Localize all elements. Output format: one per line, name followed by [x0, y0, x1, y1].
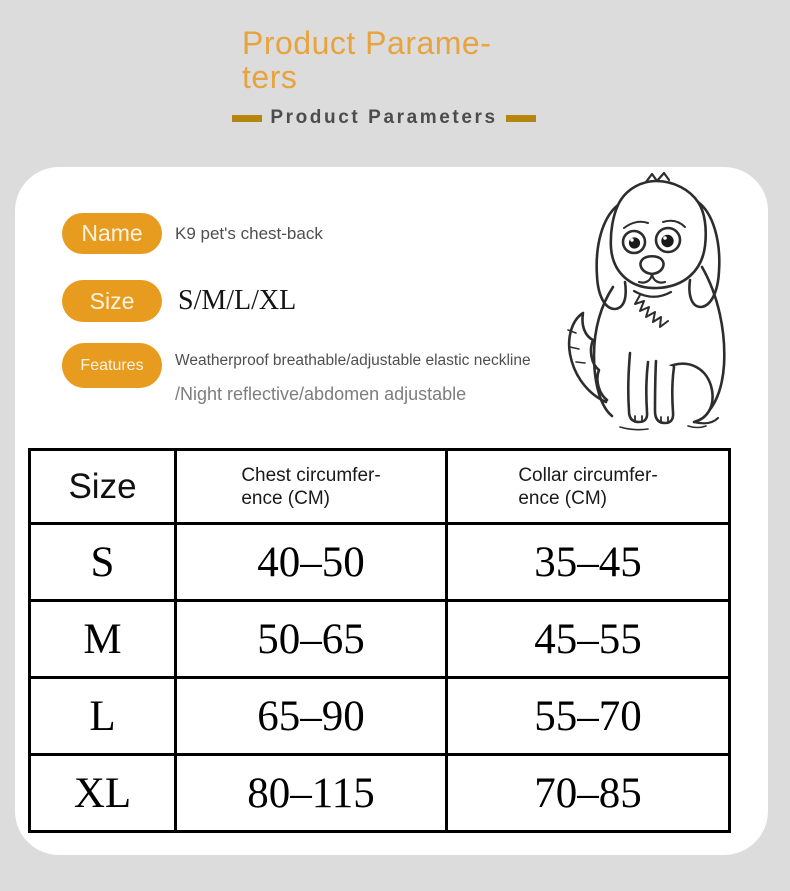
size-cell: XL	[30, 755, 176, 832]
size-label: Size	[89, 287, 135, 314]
table-header-row	[30, 450, 730, 524]
section-heading-label: Product Parameters	[270, 107, 498, 128]
col-header-size: Size	[30, 450, 176, 524]
section-heading	[0, 107, 768, 129]
page-title-line1: Product Parame-	[242, 25, 492, 61]
col-header-chest-line2: ence (CM)	[241, 487, 330, 509]
col-header-chest-line1: Chest circumfer-	[241, 464, 381, 486]
col-header-collar	[447, 450, 730, 524]
page-title	[242, 26, 491, 94]
chest-cell: 65–90	[176, 678, 447, 755]
features-value-line2: /Night reflective/abdomen adjustable	[175, 384, 467, 404]
features-label-pill	[62, 343, 162, 388]
collar-cell: 35–45	[447, 524, 730, 601]
table-row-l	[30, 678, 730, 755]
collar-cell: 55–70	[447, 678, 730, 755]
right-dash-decoration	[506, 115, 536, 122]
chest-cell: 80–115	[176, 755, 447, 832]
page-title-line2: ters	[242, 59, 298, 95]
chest-cell: 50–65	[176, 601, 447, 678]
size-label-pill	[62, 280, 162, 322]
chest-cell: 40–50	[176, 524, 447, 601]
features-label: Features	[80, 356, 144, 374]
col-header-collar-line2: ence (CM)	[518, 487, 607, 509]
table-row-s	[30, 524, 730, 601]
dog-illustration	[550, 171, 750, 433]
name-label: Name	[81, 220, 143, 246]
size-value: S/M/L/XL	[178, 285, 297, 316]
size-chart-table	[28, 448, 731, 833]
collar-cell: 45–55	[447, 601, 730, 678]
table-row-m	[30, 601, 730, 678]
collar-cell: 70–85	[447, 755, 730, 832]
name-label-pill	[62, 213, 162, 254]
size-cell: M	[30, 601, 176, 678]
table-row-xl	[30, 755, 730, 832]
left-dash-decoration	[232, 115, 262, 122]
size-cell: S	[30, 524, 176, 601]
col-header-chest	[176, 450, 447, 524]
size-cell: L	[30, 678, 176, 755]
col-header-collar-line1: Collar circumfer-	[518, 464, 658, 486]
name-value: K9 pet's chest-back	[175, 224, 323, 243]
features-value-line1: Weatherproof breathable/adjustable elastic neckline	[175, 352, 531, 369]
